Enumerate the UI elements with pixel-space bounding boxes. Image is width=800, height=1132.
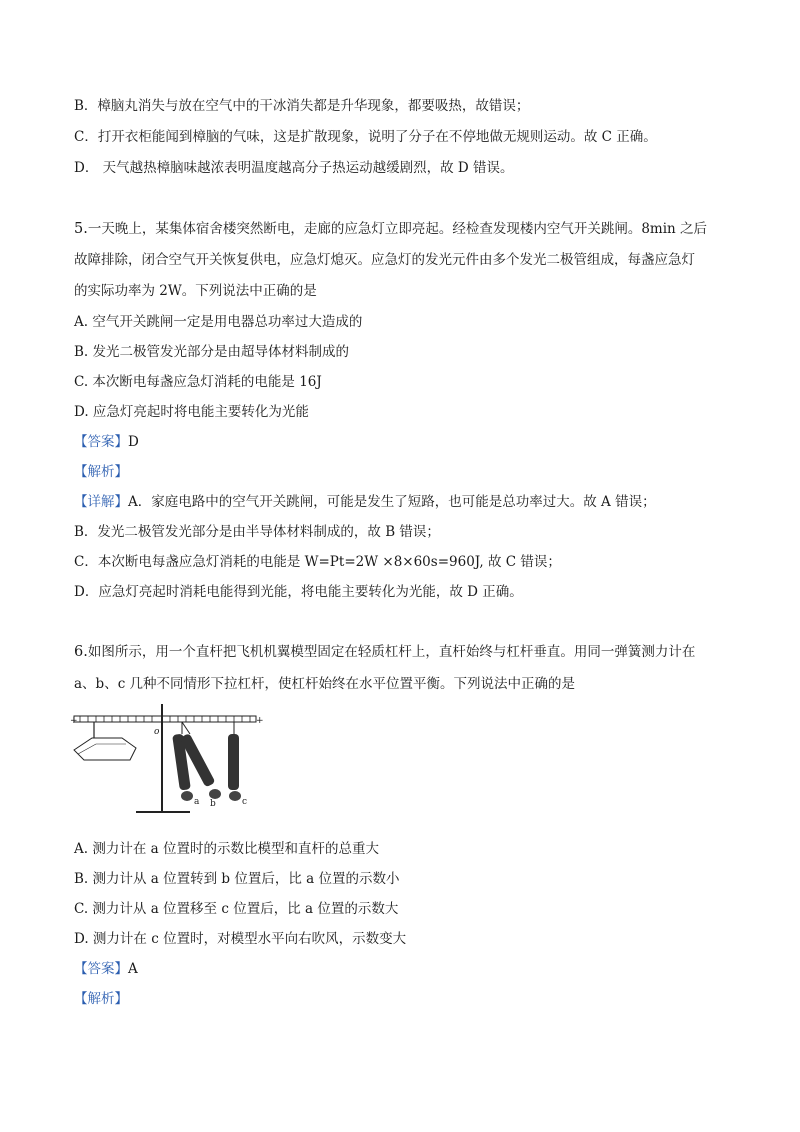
q6-option-d: D. 测力计在 c 位置时，对模型水平向右吹风，示数变大 — [74, 931, 407, 947]
q5-stem-line-2: 故障排除，闭合空气开关恢复供电，应急灯熄灭。应急灯的发光元件由多个发光二极管组成，每盏应急灯 — [74, 252, 695, 268]
wing-model — [74, 738, 136, 760]
spring-scale-c — [228, 722, 247, 807]
q5-detail-c: C．本次断电每盏应急灯消耗的电能是 W=Pt=2W ×8×60s=960J, 故 C 错误； — [74, 554, 561, 570]
q6-analysis-label: 【解析】 — [74, 991, 128, 1007]
lever-figure — [70, 704, 270, 816]
q6-option-c: C. 测力计从 a 位置移至 c 位置后，比 a 位置的示数大 — [74, 901, 399, 917]
q6-stem-line-2: a、b、c 几种不同情形下拉杠杆，使杠杆始终在水平位置平衡。下列说法中正确的是 — [74, 676, 576, 692]
q6-number: 6. — [74, 644, 88, 660]
q5-number: 5. — [74, 221, 88, 237]
q4-option-d: D． 天气越热樟脑味越浓表明温度越高分子热运动越缓剧烈，故 D 错误。 — [74, 160, 514, 176]
q5-answer: 【答案】D — [74, 434, 139, 450]
q5-stem-line-3: 的实际功率为 2W。下列说法中正确的是 — [74, 283, 317, 299]
lever-bar — [74, 716, 256, 722]
svg-text:b: b — [210, 799, 216, 809]
q6-answer: 【答案】A — [74, 961, 138, 977]
q6-option-b: B. 测力计从 a 位置转到 b 位置后，比 a 位置的示数小 — [74, 871, 400, 887]
q6-option-a: A. 测力计在 a 位置时的示数比模型和直杆的总重大 — [74, 841, 379, 857]
svg-text:+: + — [256, 716, 264, 726]
q5-option-a: A. 空气开关跳闸一定是用电器总功率过大造成的 — [74, 314, 363, 330]
q5-option-d: D. 应急灯亮起时将电能主要转化为光能 — [74, 404, 309, 420]
svg-text:+: + — [70, 716, 78, 726]
q5-detail-d: D．应急灯亮起时消耗电能得到光能，将电能主要转化为光能，故 D 正确。 — [74, 584, 523, 600]
svg-text:c: c — [242, 797, 248, 807]
q4-option-b: B．樟脑丸消失与放在空气中的干冰消失都是升华现象，都要吸热，故错误； — [74, 98, 530, 114]
q5-detail-b: B．发光二极管发光部分是由半导体材料制成的，故 B 错误； — [74, 524, 440, 540]
q4-option-c: C．打开衣柜能闻到樟脑的气味，这是扩散现象，说明了分子在不停地做无规则运动。故 C 正确。 — [74, 129, 657, 145]
q5-detail-a: 【详解】A．家庭电路中的空气开关跳闸，可能是发生了短路，也可能是总功率过大。故 A 错误； — [74, 494, 656, 510]
pivot-label: o — [154, 727, 160, 737]
q5-stem-line-1: 5.一天晚上，某集体宿舍楼突然断电，走廊的应急灯立即亮起。经检查发现楼内空气开关跳闸。8min 之后 — [74, 221, 708, 237]
svg-text:a: a — [194, 797, 200, 807]
q5-option-b: B. 发光二极管发光部分是由超导体材料制成的 — [74, 344, 350, 360]
q5-option-c: C. 本次断电每盏应急灯消耗的电能是 16J — [74, 374, 322, 390]
q6-stem-line-1: 6.如图所示，用一个直杆把飞机机翼模型固定在轻质杠杆上，直杆始终与杠杆垂直。用同一弹簧测力计在 — [74, 644, 696, 660]
q5-analysis-label: 【解析】 — [74, 464, 128, 480]
